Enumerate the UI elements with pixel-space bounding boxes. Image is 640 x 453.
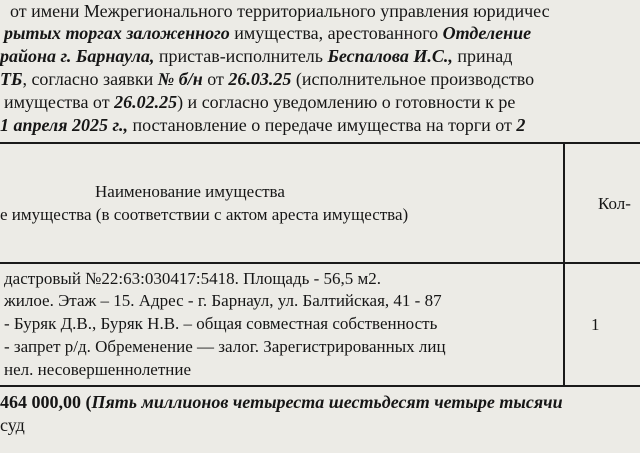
intro-text-emphasis: района г. Барнаула,	[0, 46, 155, 66]
table-row-desc-line	[4, 359, 191, 380]
header-name-line: Наименование имущества	[95, 182, 285, 201]
table-header-bottom-border	[0, 262, 640, 264]
price-amount: 464 000,00 (	[0, 392, 92, 412]
intro-line-1	[10, 0, 550, 22]
intro-text-emphasis: 26.03.25	[228, 69, 292, 89]
intro-text: пристав-исполнитель	[154, 46, 328, 66]
price-line	[0, 391, 563, 413]
table-row-qty	[591, 314, 600, 335]
table-bottom-border	[0, 385, 640, 387]
intro-line-5	[4, 91, 515, 113]
intro-text-emphasis: рытых торгах заложенного	[4, 23, 230, 43]
intro-text: , согласно заявки	[22, 69, 158, 89]
intro-text-emphasis: № б/н	[157, 69, 203, 89]
intro-line-4	[0, 68, 534, 90]
intro-text: (исполнительное производство	[291, 69, 535, 89]
intro-line-3	[0, 45, 512, 67]
header-name-line: е имущества (в соответствии с актом ареста имущества)	[0, 205, 409, 224]
desc-text: жилое. Этаж – 15. Адрес - г. Барнаул, ул. Балтийская, 41 - 87	[4, 291, 442, 310]
intro-line-6	[0, 114, 525, 136]
table-header-name-sub	[0, 204, 408, 225]
header-qty-label: Кол-	[598, 194, 631, 213]
intro-text: от имени Межрегионального территориального управления юридичес	[10, 1, 550, 21]
intro-text-emphasis: 2	[516, 115, 526, 135]
intro-text-emphasis: ТБ	[0, 69, 23, 89]
table-header-name	[95, 181, 285, 202]
intro-text: от	[202, 69, 229, 89]
intro-text: принад	[452, 46, 513, 66]
intro-text-emphasis: Беспалова И.С.,	[327, 46, 453, 66]
desc-text: - Буряк Д.В., Буряк Н.В. – общая совместная собственность	[4, 314, 438, 333]
intro-text: ) и согласно уведомлению о готовности к ре	[177, 92, 516, 112]
intro-text-emphasis: Отделение	[442, 23, 532, 43]
table-row-desc-line	[4, 268, 381, 289]
table-top-border	[0, 142, 640, 144]
table-row-desc-line	[4, 313, 437, 334]
desc-text: - запрет р/д. Обременение — залог. Зарегистрированных лиц	[4, 337, 446, 356]
intro-text: имущества от	[4, 92, 115, 112]
after-text: суд	[0, 415, 25, 435]
intro-line-2	[4, 22, 531, 44]
qty-value: 1	[591, 315, 600, 334]
desc-text: дастровый №22:63:030417:5418. Площадь - 56,5 м2.	[4, 269, 382, 288]
table-row-desc-line	[4, 336, 446, 357]
intro-text: имущества, арестованного	[229, 23, 443, 43]
table-column-divider	[563, 142, 565, 387]
table-header-qty	[598, 193, 631, 214]
intro-text-emphasis: 26.02.25	[114, 92, 178, 112]
intro-text: постановление о передаче имущества на торги от	[127, 115, 517, 135]
desc-text: нел. несовершеннолетние	[4, 360, 192, 379]
after-line-2	[0, 414, 25, 436]
table-row-desc-line	[4, 290, 442, 311]
price-in-words: Пять миллионов четыреста шестьдесят четыре тысячи	[91, 392, 563, 412]
intro-text-emphasis: 1 апреля 2025 г.,	[0, 115, 128, 135]
